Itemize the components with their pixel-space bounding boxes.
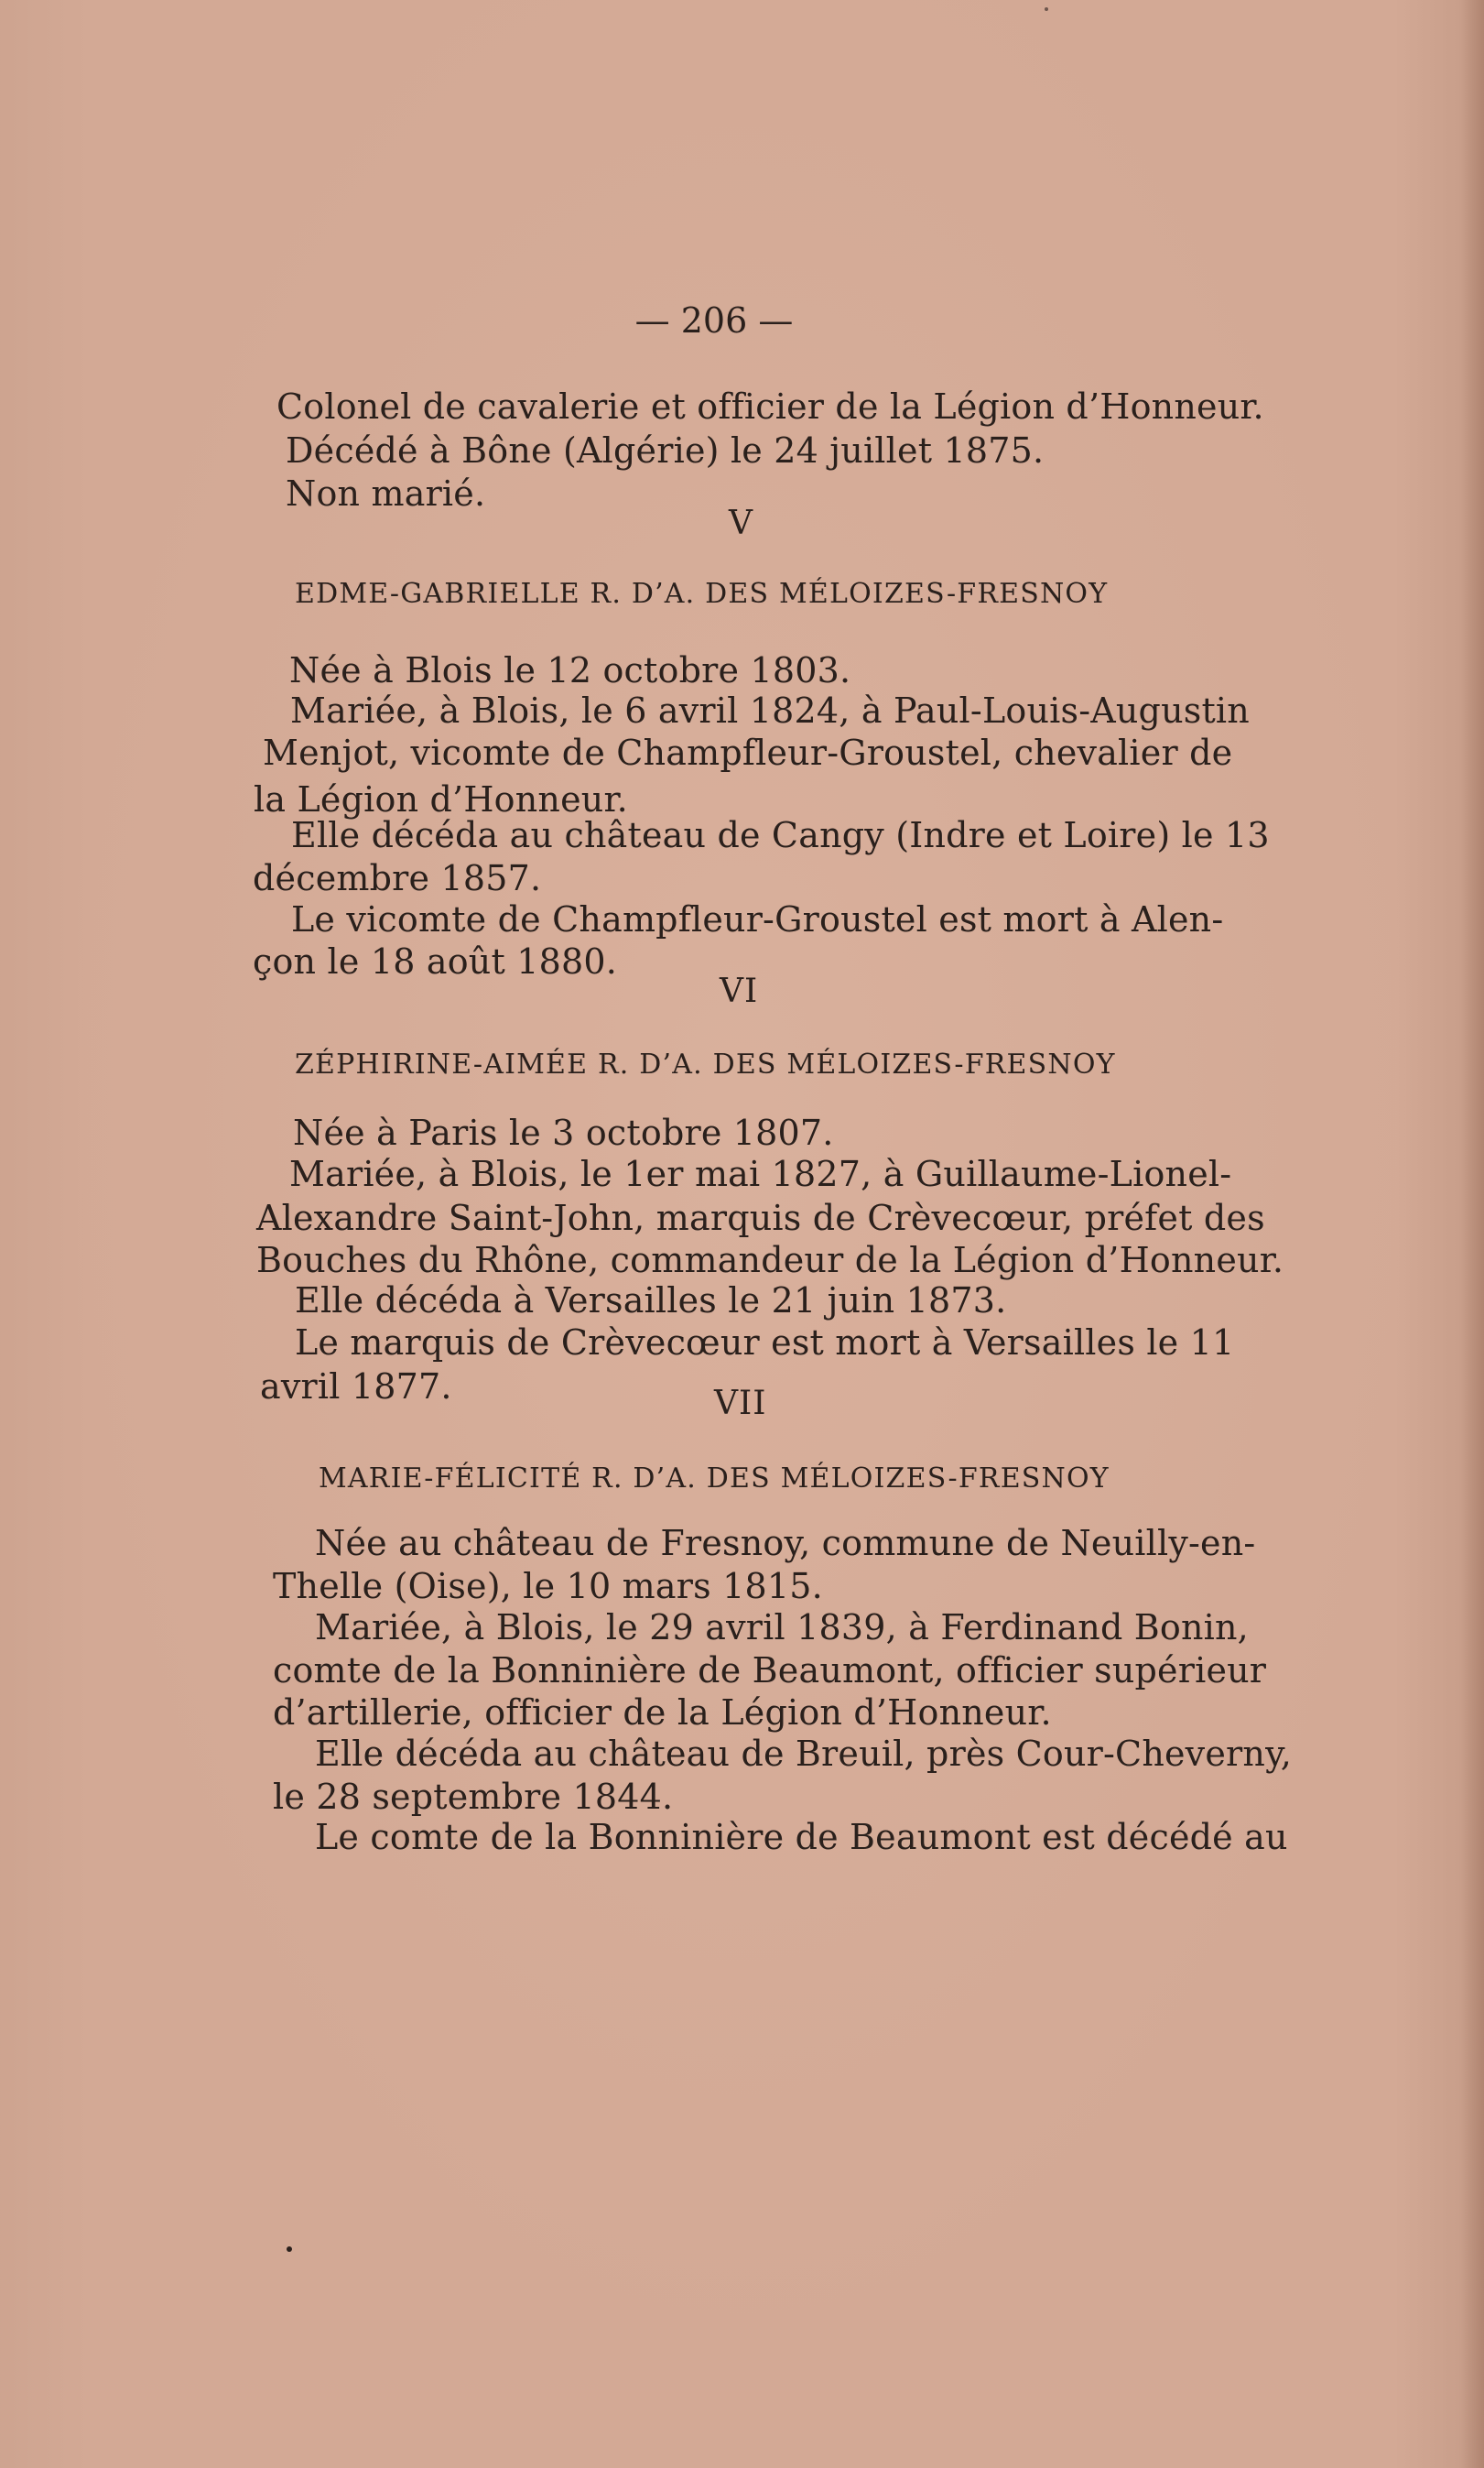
text-line: çon le 18 août 1880. xyxy=(253,941,618,982)
text-line: d’artillerie, officier de la Légion d’Honneur. xyxy=(273,1692,1052,1733)
text-line: Née à Blois le 12 octobre 1803. xyxy=(289,650,851,690)
text-line: Menjot, vicomte de Champfleur-Groustel, chevalier de xyxy=(263,733,1233,773)
text-line: Elle décéda au château de Cangy (Indre et Loire) le 13 xyxy=(291,815,1270,855)
text-line: Elle décéda à Versailles le 21 juin 1873. xyxy=(295,1280,1007,1321)
text-line: avril 1877. xyxy=(260,1366,452,1407)
ink-speck xyxy=(287,2246,292,2252)
text-line: Bouches du Rhône, commandeur de la Légion d’Honneur. xyxy=(256,1240,1284,1280)
text-line: Colonel de cavalerie et officier de la Légion d’Honneur. xyxy=(276,386,1264,427)
text-line: le 28 septembre 1844. xyxy=(273,1777,674,1817)
text-line: Le vicomte de Champfleur-Groustel est mort à Alen- xyxy=(291,899,1224,940)
section-heading: EDME-GABRIELLE R. D’A. DES MÉLOIZES-FRESNOY xyxy=(295,578,1109,610)
page-number: — 206 — xyxy=(634,300,794,341)
text-line: Non marié. xyxy=(286,473,486,514)
section-heading: MARIE-FÉLICITÉ R. D’A. DES MÉLOIZES-FRESNOY xyxy=(319,1462,1110,1495)
section-numeral: VII xyxy=(714,1385,767,1422)
text-line: comte de la Bonninière de Beaumont, officier supérieur xyxy=(273,1650,1267,1691)
text-line: Thelle (Oise), le 10 mars 1815. xyxy=(273,1566,823,1606)
text-line: Née au château de Fresnoy, commune de Neuilly-en- xyxy=(315,1523,1256,1563)
section-heading: ZÉPHIRINE-AIMÉE R. D’A. DES MÉLOIZES-FRESNOY xyxy=(295,1049,1116,1081)
page-edge-shadow xyxy=(1460,0,1484,2468)
text-line: Décédé à Bône (Algérie) le 24 juillet 1875. xyxy=(286,430,1045,471)
text-line: décembre 1857. xyxy=(253,858,542,898)
text-line: Mariée, à Blois, le 1er mai 1827, à Guillaume-Lionel- xyxy=(289,1154,1232,1194)
text-line: Alexandre Saint-John, marquis de Crèvecœur, préfet des xyxy=(256,1198,1265,1238)
ink-speck xyxy=(1045,7,1048,11)
text-line: Née à Paris le 3 octobre 1807. xyxy=(293,1113,834,1153)
text-line: la Légion d’Honneur. xyxy=(254,779,628,820)
text-line: Mariée, à Blois, le 6 avril 1824, à Paul-Louis-Augustin xyxy=(290,690,1250,731)
section-numeral: V xyxy=(729,505,753,542)
text-line: Elle décéda au château de Breuil, près Cour-Cheverny, xyxy=(315,1734,1292,1774)
text-line: Mariée, à Blois, le 29 avril 1839, à Ferdinand Bonin, xyxy=(315,1607,1249,1647)
text-line: Le comte de la Bonninière de Beaumont est décédé au xyxy=(315,1817,1288,1857)
section-numeral: VI xyxy=(720,973,759,1010)
text-line: Le marquis de Crèvecœur est mort à Versailles le 11 xyxy=(295,1322,1235,1363)
